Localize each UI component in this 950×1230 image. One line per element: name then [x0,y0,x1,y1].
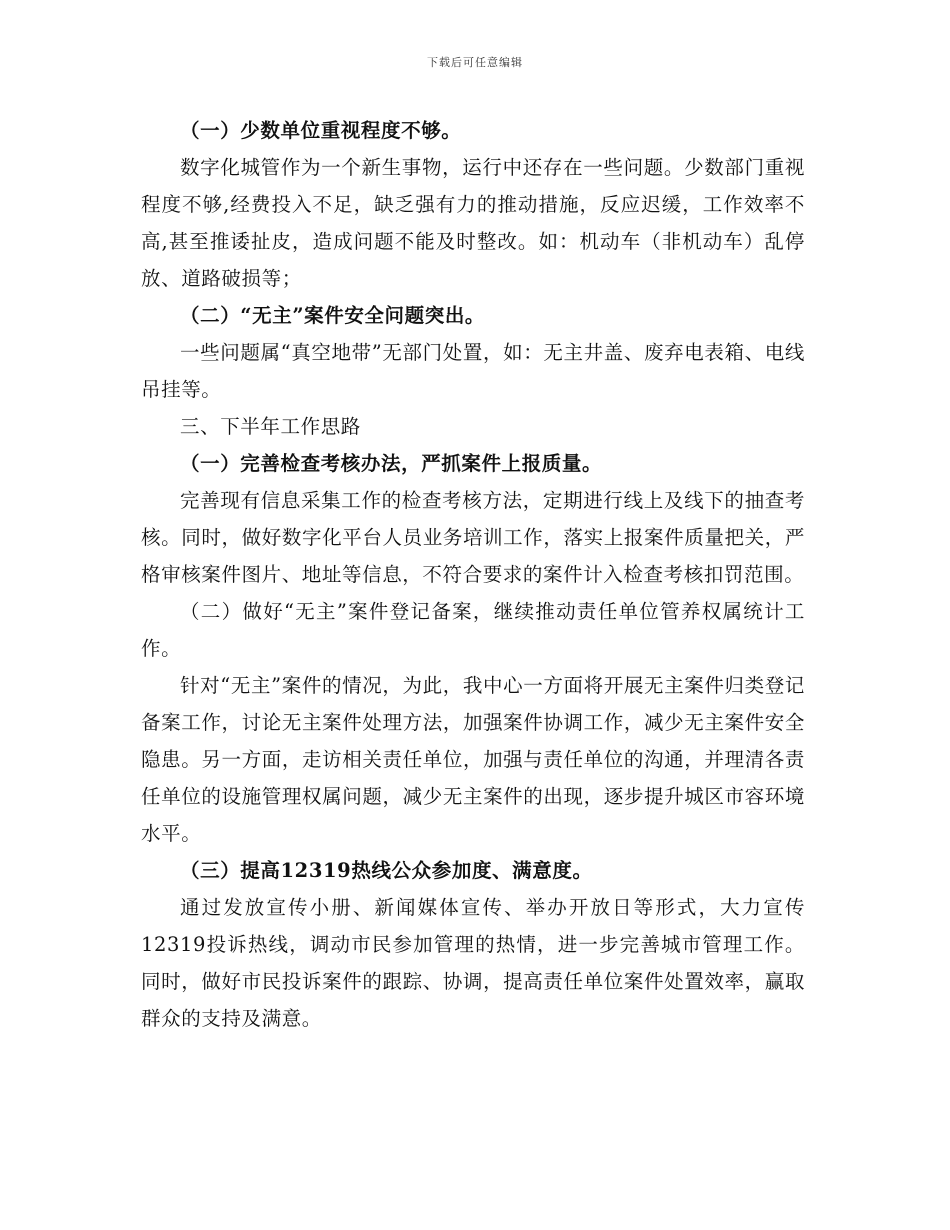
page-header-note: 下载后可任意编辑 [427,56,523,69]
section-heading-3-3: （三）提高12319热线公众参加度、满意度。 [180,859,593,882]
section-heading-3-1: （一）完善检查考核办法，严抓案件上报质量。 [180,452,603,475]
section-heading-2: （二）“无主”案件安全问题突出。 [180,304,486,327]
chapter-heading-3: 三、下半年工作思路 [180,415,361,438]
paragraph-3: 完善现有信息采集工作的检查考核方法，定期进行线上及线下的抽查考核。同时，做好数字化平台人员业务培训工作，落实上报案件质量把关，严格审核案件图片、地址等信息，不符合要求的案件计入检查考核扣罚范围。 [141,489,805,586]
document-body [141,112,805,1037]
paragraph-1: 数字化城管作为一个新生事物，运行中还存在一些问题。少数部门重视程度不够,经费投入不足，缺乏强有力的推动措施，反应迟缓，工作效率不高,甚至推诿扯皮，造成问题不能及时整改。如：机动车（非机动车）乱停放、道路破损等； [141,156,805,290]
section-heading-3-2: （二）做好“无主”案件登记备案，继续推动责任单位管养权属统计工作。 [141,600,805,660]
paragraph-4: 针对“无主”案件的情况，为此，我中心一方面将开展无主案件归类登记备案工作，讨论无主案件处理方法，加强案件协调工作，减少无主案件安全隐患。另一方面，走访相关责任单位，加强与责任单位的沟通，并理清各责任单位的设施管理权属问题，减少无主案件的出现，逐步提升城区市容环境水平。 [141,674,805,845]
paragraph-2: 一些问题属“真空地带”无部门处置，如：无主井盖、废弃电表箱、电线吊挂等。 [141,341,805,401]
paragraph-5: 通过发放宣传小册、新闻媒体宣传、举办开放日等形式，大力宣传12319投诉热线，调动市民参加管理的热情，进一步完善城市管理工作。同时，做好市民投诉案件的跟踪、协调，提高责任单位案件处置效率，赢取群众的支持及满意。 [141,896,805,1030]
section-heading-1: （一）少数单位重视程度不够。 [180,119,462,142]
